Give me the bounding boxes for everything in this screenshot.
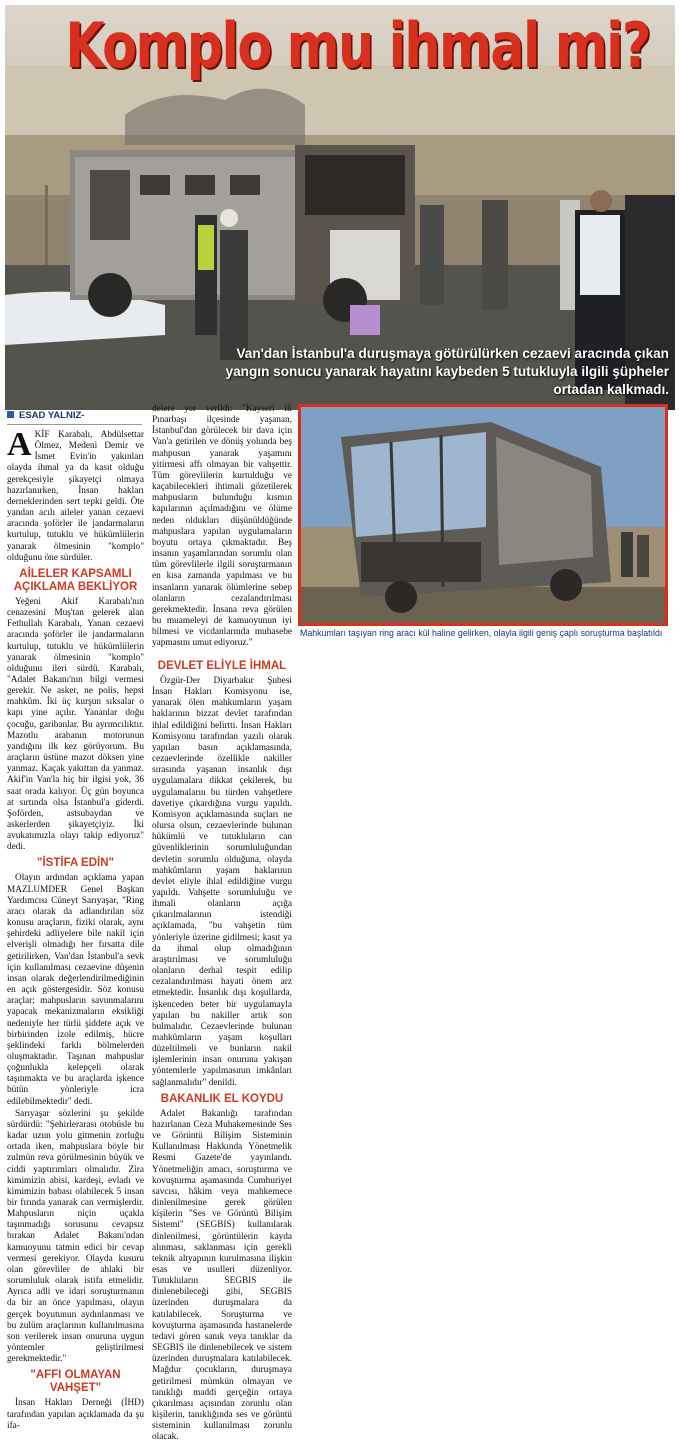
subhead-aileler: AİLELER KAPSAMLI AÇIKLAMA BEKLİYOR bbox=[13, 567, 138, 593]
paragraph: İnsan Hakları Derneği (İHD) tarafından yapılan açıklamada da şu ifa- bbox=[7, 1398, 144, 1431]
paragraph: Sarıyaşar sözlerini şu şekilde sürdürdü: "Şehirlerarası otobüsle bu kadar uzun yolu gitmenin zorluğu ortada iken, mahpuslara böyle bir zulmün reva görülmesinin büyük ve ciddi yaptırımları olmalıdır. Zira kimimizin abisi, kardeşi, evladı ve kimimizin babası olabilecek 5 insan bir fırında yanarak can vermişlerdir. Mahpusların niçin uçakla taşınmadığı sorusunu cevapsız bırakan Adalet Bakanı'ndan kamuoyunu tatmin edici bir cevap vermesi gerekiyor. Olayda kusuru olan görevliler de ahlaki bir sorumluluk olarak istifa etmelidir. Ayrıca adli ve idari soruşturmanın da bir an önce yapılması, olayın gerçek boyutunun aydınlanması ve bu zulüm araçlarının kullanılmasına son verilerek insan onuruna uygun yöntemler geliştirilmesi gerekmektedir." bbox=[7, 1108, 144, 1365]
paragraph: Adalet Bakanlığı tarafından hazırlanan Ceza Muhakemesinde Ses ve Görüntü Bilişim Sisteminin Kullanılması Hakkında Yönetmelik Resmi Gazete'de yayınlandı. Yönetmeliğin amacı, soruşturma ve kovuşturma aşamasında Cumhuriyet savcısı, hâkim veya mahkemece dinlenilmesine gerek görülen kişilerin "Ses ve Görüntü Bilişim Sistemi" (SEGBIS) kullanılarak dinlenilmesi, görüntülerin kayda alınması, saklanması için gerekli teknik altyapının kurulmasına ilişkin esas ve usulleri düzenliyor. Tutukluların SEGBIS ile dinlenebileceği gibi, SEGBIS üzerinden duruşmalara da katılabilecek. Soruşturma ve kovuşturma aşamasında hastanelerde tedavi gören sanık veya tanıklar da SEGBIS ile dinlenebilecek ve sistem üzerinden duruşmalara katılabilecek. Mağdur çocukların, duruşmaya getirilmesi mümkün olmayan ve tanıklığı maddi gerçeğin ortaya çıkarılması açısından zorunlu olan kişilerin, tanıklığında ses ve görüntü sisteminin kullanılması zorunlu olacak. bbox=[152, 1108, 292, 1443]
article-column-2 bbox=[152, 404, 292, 650]
subhead-istifa: "İSTİFA EDİN" bbox=[37, 857, 114, 870]
paragraph: Yeğeni Akif Karabalı'nın cenazesini Muş'tan gelerek alan Fethullah Karabalı, Yanan cezaevi aracında şoförler ile jandarmaların kurtulup, tutuklu ve hükümlülerin yanarak ölmesinin "komplo" olduğunu ileri sürdü. Karabalı, "Adalet Bakanı'nın bilgi vermesi gerekir. Ne asker, ne polis, hepsi mahkûm. İki üç kurşun sıksalar o kapı yine açılır. Yananlar doğu çocuğu, garibanlar. Bu ayrımcılıktır. Mazotlu arabanın motorunun yandığını ilk kez görüyorum. Bu araçların üstüne mazot döksen yine yanmaz. Kaçak yakıttan da yanmaz. Akif'in Van'la hiç bir ilgisi yok, 36 saat orada kalıyor. Üç gün boyunca at sırtında olsa İstanbul'a giderdi. Şoförden, astsubaydan ve askerlerden şikayetçiyiz. İki avukatımızla olayı takip ediyoruz" dedi. bbox=[7, 596, 144, 853]
headline: Komplo mu ihmal mi? bbox=[65, 9, 650, 82]
subhead-affi: "AFFI OLMAYAN VAHŞET" bbox=[30, 1369, 121, 1395]
paragraph: Özgür-Der Diyarbakır Şubesi İnsan Hakları Komisyonu ise, yanarak ölen mahkumların yaşam haklarının bizzat devlet tarafından ihlal edildiğini belirtti. İnsan Hakları Komisyonu tarafından yazılı olarak yapılan basın açıklamasında, cezaevlerinde özellikle nakiller sırasında yaşanan insanlık dışı uygulamalara dikkat çekilerek, bu uygulamaların bu türden vahşetlere davetiye çıkardığına vurgu yapıldı. Komisyon açıklamasında suçları ne olursa olsun, cezaevlerinde bulunan hükümlü ve tutukluların can güvenliklerinin sorumluluğundan devletin sorumlu olduğuna, olayda mahkûmların yaşam haklarının devlet eliyle ihlal edildiğine vurgu yapıldı. Vahşette sorumluluğu ve ihmali olanların açığa çıkarılmalarının istendiği açıklamada, "bu vahşetin tüm yönleriyle üzerine gidilmesi; kasıt ya da ihmal olup olmadığının araştırılması ve sorumluluğu olanların derhal tespit edilip cezalandırılması hayati önem arz etmektedir. İnsanlık dışı koşullarda, işkenceden beter bir uygulamayla yapılan bu nakiller artık son bulmalıdır. Cezaevlerinde bulunan mahkûmların yaşam koşulları düzeltilmeli ve bunların nakil işlemlerinin insan onuruna yakışan yöntemlerle yapılmasının imkânları sağlanmalıdır" denildi. bbox=[152, 676, 292, 1088]
byline bbox=[7, 410, 142, 425]
paragraph: delere yer verildi: "Kayseri ili Pınarbaşı ilçesinde yaşanan, İstanbul'dan görülecek bir dava için Van'a getirilen ve dönüş yolunda beş mahpusun yanarak yaşamını yitirmesi affı olmayan bir vahşettir. Tüm görevlilerin kurtulduğu ve kaçabilecekleri ihtimali gözetilerek mahpusların bulunduğu kısmın kapılarının açılmadığını ve ölüme neden oldukları düşünüldüğünde mahpuslara yapılan uygulamaların boyutu ortaya çıkmaktadır. Beş insanın yaşamlarından sorumlu olan tüm görevlilerle ilgili soruşturmanın en kısa zamanda yapılması ve bu insanların yanarak ölümlerine sebep olanların cezalandırılması gerekmektedir. İnsana reva görülen bu muameleyi de kamuoyunun iyi bilmesi ve vicdanlarında muhasebe yapmasını umut ediyoruz." bbox=[152, 404, 292, 649]
burned-bus-frame-illustration bbox=[301, 407, 665, 623]
article-column-1 bbox=[7, 426, 144, 1433]
article-column-2b bbox=[152, 660, 292, 1444]
dropcap: A bbox=[7, 426, 32, 463]
photo2-caption: Mahkumları taşıyan ring aracı kül haline gelirken, olayla ilgili geniş çaplı soruşturma başlatıldı bbox=[300, 628, 663, 638]
intro-paragraph: AKİF Karabalı, Abdülsettar Ölmez, Medeni Demir ve İsmet Evin'in yakınları olayda ihmal ya da kasıt olduğu gerekçesiyle şikayetçi olmaya hazırlanırken, İnsan hakları derneklerinden sert tepki geldi. Öte yandan acılı aileler yanan cezaevi aracında şoförler ile jandarmaların kurtulup, tutuklu ve hükümlülerin yanarak ölmesinin "komplo" olduğunu öne sürdüler. bbox=[7, 426, 144, 563]
subhead-devlet: DEVLET ELİYLE İHMAL bbox=[157, 660, 287, 672]
byline-square-icon bbox=[7, 411, 14, 418]
hero-photo bbox=[5, 5, 675, 410]
burned-bus-photo bbox=[298, 404, 668, 626]
byline-author: ESAD YALNIZ- bbox=[19, 410, 85, 421]
paragraph: Olayın ardından açıklama yapan MAZLUMDER Genel Başkan Yardımcısı Cüneyt Sarıyaşar, "Ring aracı olarak da adlandırılan söz konusu araçların, fiziki olarak, aynı şehirdeki adliyelere bile nakil için elverişli olmadığı her fırsatta dile getirilirken, Van'dan İstanbul'a sevk için kullanılması cezaevine düşenin insan olarak değerlendirilmediğinin en açık göstergesidir. Söz konusu araçlar; mahpusların savunmalarını yapacak mekanizmaların eksikliği nedeniyle her türlü şiddete açık ve birbirinden izole edilmiş, hücre şeklindeki farklı bölmelerden oluşmaktadır. Taşınan mahpuslar çoğunlukla kelepçeli olarak taşınmakta ve bu araçlarda işkence bütün yönleriyle icra edilebilmektedir" dedi. bbox=[7, 873, 144, 1107]
hero-caption: Van'dan İstanbul'a duruşmaya götürülürken cezaevi aracında çıkan yangın sonucu yanarak hayatını kaybeden 5 tutukluyla ilgili şüpheler ortadan kalkmadı. bbox=[225, 346, 669, 397]
subhead-bakanlik: BAKANLIK EL KOYDU bbox=[160, 1092, 284, 1105]
